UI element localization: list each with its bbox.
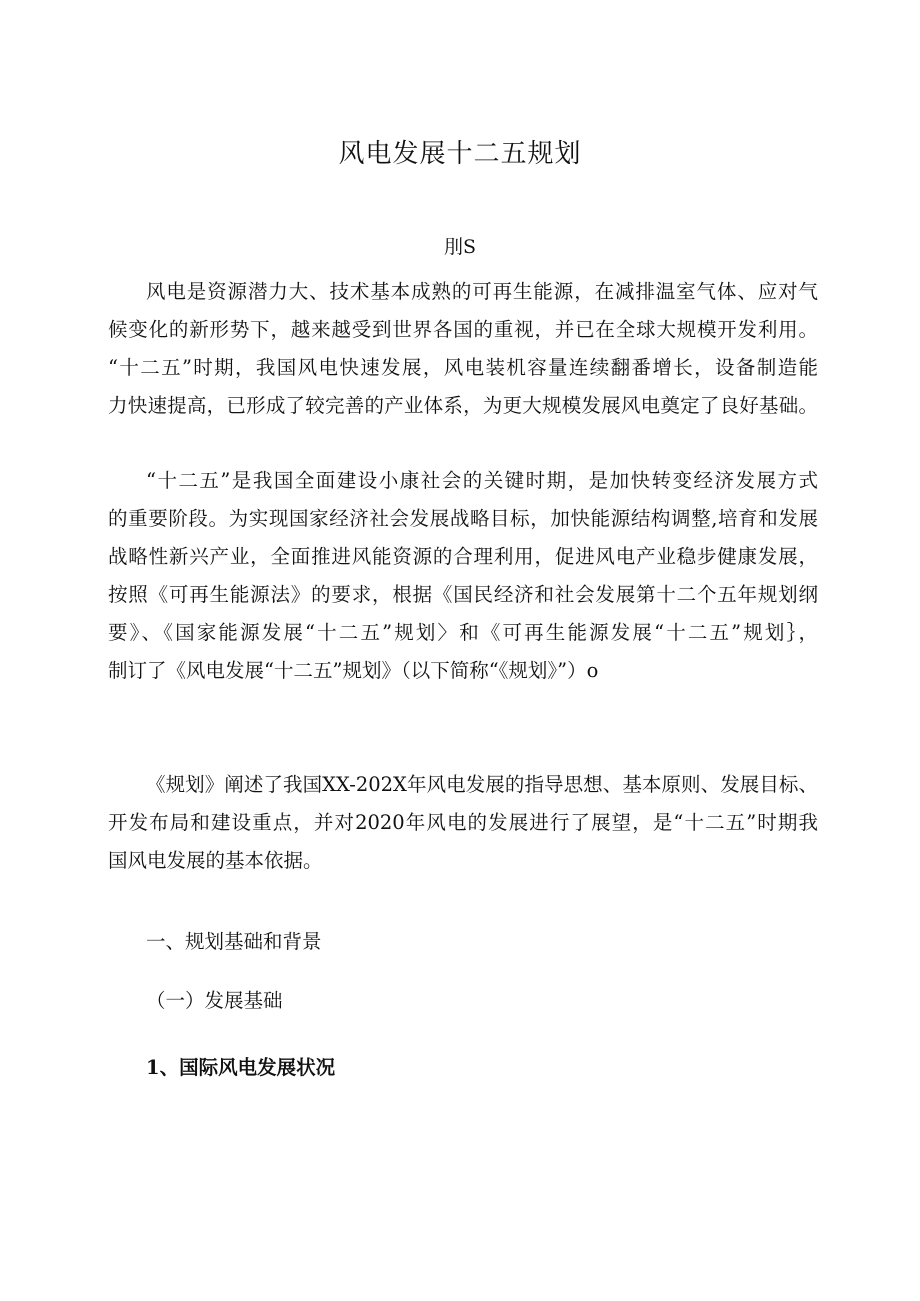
paragraph-line: 力快速提高，已形成了较完善的产业体系，为更大规模发展风电奠定了良好基础。 xyxy=(108,394,818,417)
paragraph-scope xyxy=(108,766,818,880)
paragraph-line: 国风电发展的基本依据。 xyxy=(108,849,323,872)
section-heading: 一、规划基础和背景 xyxy=(146,930,322,953)
paragraph-line: “十二五”时期，我国风电快速发展，风电装机容量连续翻番增长，设备制造能 xyxy=(108,356,818,379)
paragraph-line: 候变化的新形势下，越来越受到世界各国的重视，并已在全球大规模开发利用。 xyxy=(108,318,818,341)
preface-heading: 刖S xyxy=(443,236,477,258)
paragraph-line: 战略性新兴产业，全面推进风能资源的合理利用，促进风电产业稳步健康发展， xyxy=(108,545,818,568)
paragraph-line: 风电是资源潜力大、技术基本成熟的可再生能源，在减排温室气体、应对气 xyxy=(146,280,818,303)
paragraph-line: “十二五”是我国全面建设小康社会的关键时期，是加快转变经济发展方式 xyxy=(146,469,818,492)
paragraph-line: 按照《可再生能源法》的要求，根据《国民经济和社会发展第十二个五年规划纲 xyxy=(108,583,818,606)
paragraph-line: 开发布局和建设重点，并对2020年风电的发展进行了展望，是“十二五”时期我 xyxy=(108,811,818,834)
paragraph-intro xyxy=(108,273,818,425)
document-title: 风电发展十二五规划 xyxy=(338,139,582,169)
subsection-heading: （一）发展基础 xyxy=(146,989,283,1012)
paragraph-context xyxy=(108,462,818,690)
item-heading: 1、国际风电发展状况 xyxy=(146,1056,336,1079)
paragraph-line: 要》、《国家能源发展“十二五”规划〉和《可再生能源发展“十二五”规划｝， xyxy=(108,621,818,644)
paragraph-line: 制订了《风电发展“十二五”规划》（以下简称“《规划》”）o xyxy=(108,659,599,682)
paragraph-line: 《规划》阐述了我国XX-202X年风电发展的指导思想、基本原则、发展目标、 xyxy=(146,773,818,796)
paragraph-line: 的重要阶段。为实现国家经济社会发展战略目标，加快能源结构调整,培育和发展 xyxy=(108,507,818,530)
